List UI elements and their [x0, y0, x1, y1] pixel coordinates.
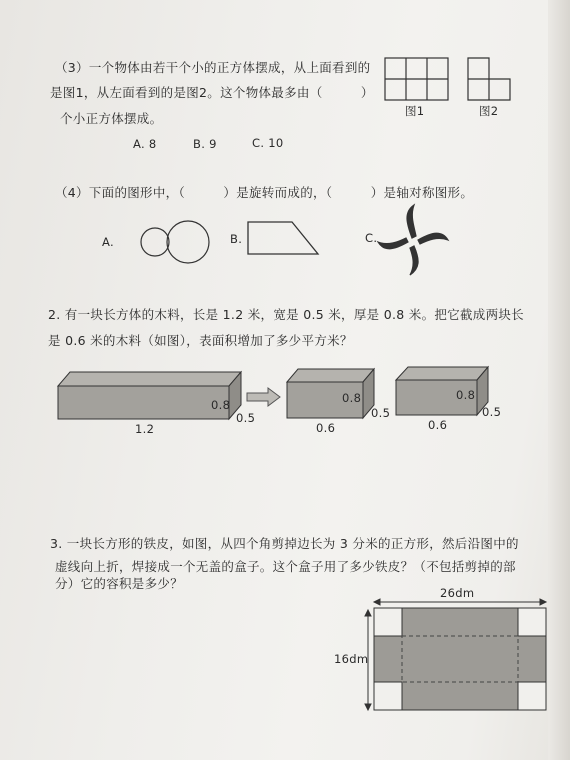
- q3-figure1-label: 图1: [405, 104, 425, 118]
- q3-figure2-lshape: [468, 58, 510, 100]
- q3-figure2-label: 图2: [479, 104, 499, 118]
- p2-big-height-label: 0.8: [211, 398, 231, 412]
- p2-text-line1: 2. 有一块长方体的木料，长是 1.2 米，宽是 0.5 米，厚是 0.8 米。把它截成两块长: [48, 307, 524, 322]
- p2-small2-height-label: 0.8: [456, 388, 476, 402]
- p3-text-line3: 分）它的容积是多少？: [55, 576, 184, 591]
- p3-width-label: 26dm: [440, 586, 475, 600]
- q3-figure1-grid: [385, 58, 448, 100]
- p2-small1-height-label: 0.8: [342, 391, 362, 405]
- p2-small2-length-label: 0.6: [428, 418, 448, 432]
- p2-text-line2: 是 0.6 米的木料（如图），表面积增加了多少平方米？: [48, 333, 353, 348]
- p2-small1-length-label: 0.6: [316, 421, 336, 435]
- p2-big-width-label: 0.5: [236, 411, 256, 425]
- q3-text-line2: 是图1，从左面看到的是图2。这个物体最多由（ ）: [50, 85, 374, 100]
- q4-text: （4）下面的图形中，（ ）是旋转而成的，（ ）是轴对称图形。: [55, 185, 474, 200]
- p3-text-line2: 虚线向上折，焊接成一个无盖的盒子。这个盒子用了多少铁皮？（不包括剪掉的部: [55, 559, 516, 574]
- p2-small2-width-label: 0.5: [482, 405, 502, 419]
- q4-option-b-trapezoid: [248, 222, 318, 254]
- p2-arrow-icon: [247, 388, 280, 406]
- p3-tin-sheet: [374, 608, 546, 710]
- q4-option-a-circles: [141, 221, 209, 263]
- p2-small1-width-label: 0.5: [371, 406, 391, 420]
- q3-option-c: C. 10: [252, 136, 284, 150]
- q3-text-line3: 个小正方体摆成。: [60, 111, 163, 126]
- q3-option-a: A. 8: [133, 137, 157, 151]
- q4-option-b-label: B.: [230, 232, 243, 246]
- p3-height-label: 16dm: [334, 652, 369, 666]
- q3-text-line1: （3）一个物体由若干个小的正方体摆成，从上面看到的: [55, 60, 371, 75]
- q4-option-c-label: C.: [365, 231, 378, 245]
- q4-option-a-label: A.: [102, 235, 114, 249]
- q3-option-b: B. 9: [193, 137, 217, 151]
- p2-big-length-label: 1.2: [135, 422, 155, 436]
- p3-text-line1: 3. 一块长方形的铁皮，如图，从四个角剪掉边长为 3 分米的正方形，然后沿图中的: [50, 536, 519, 551]
- q4-option-c-pinwheel: [378, 205, 448, 275]
